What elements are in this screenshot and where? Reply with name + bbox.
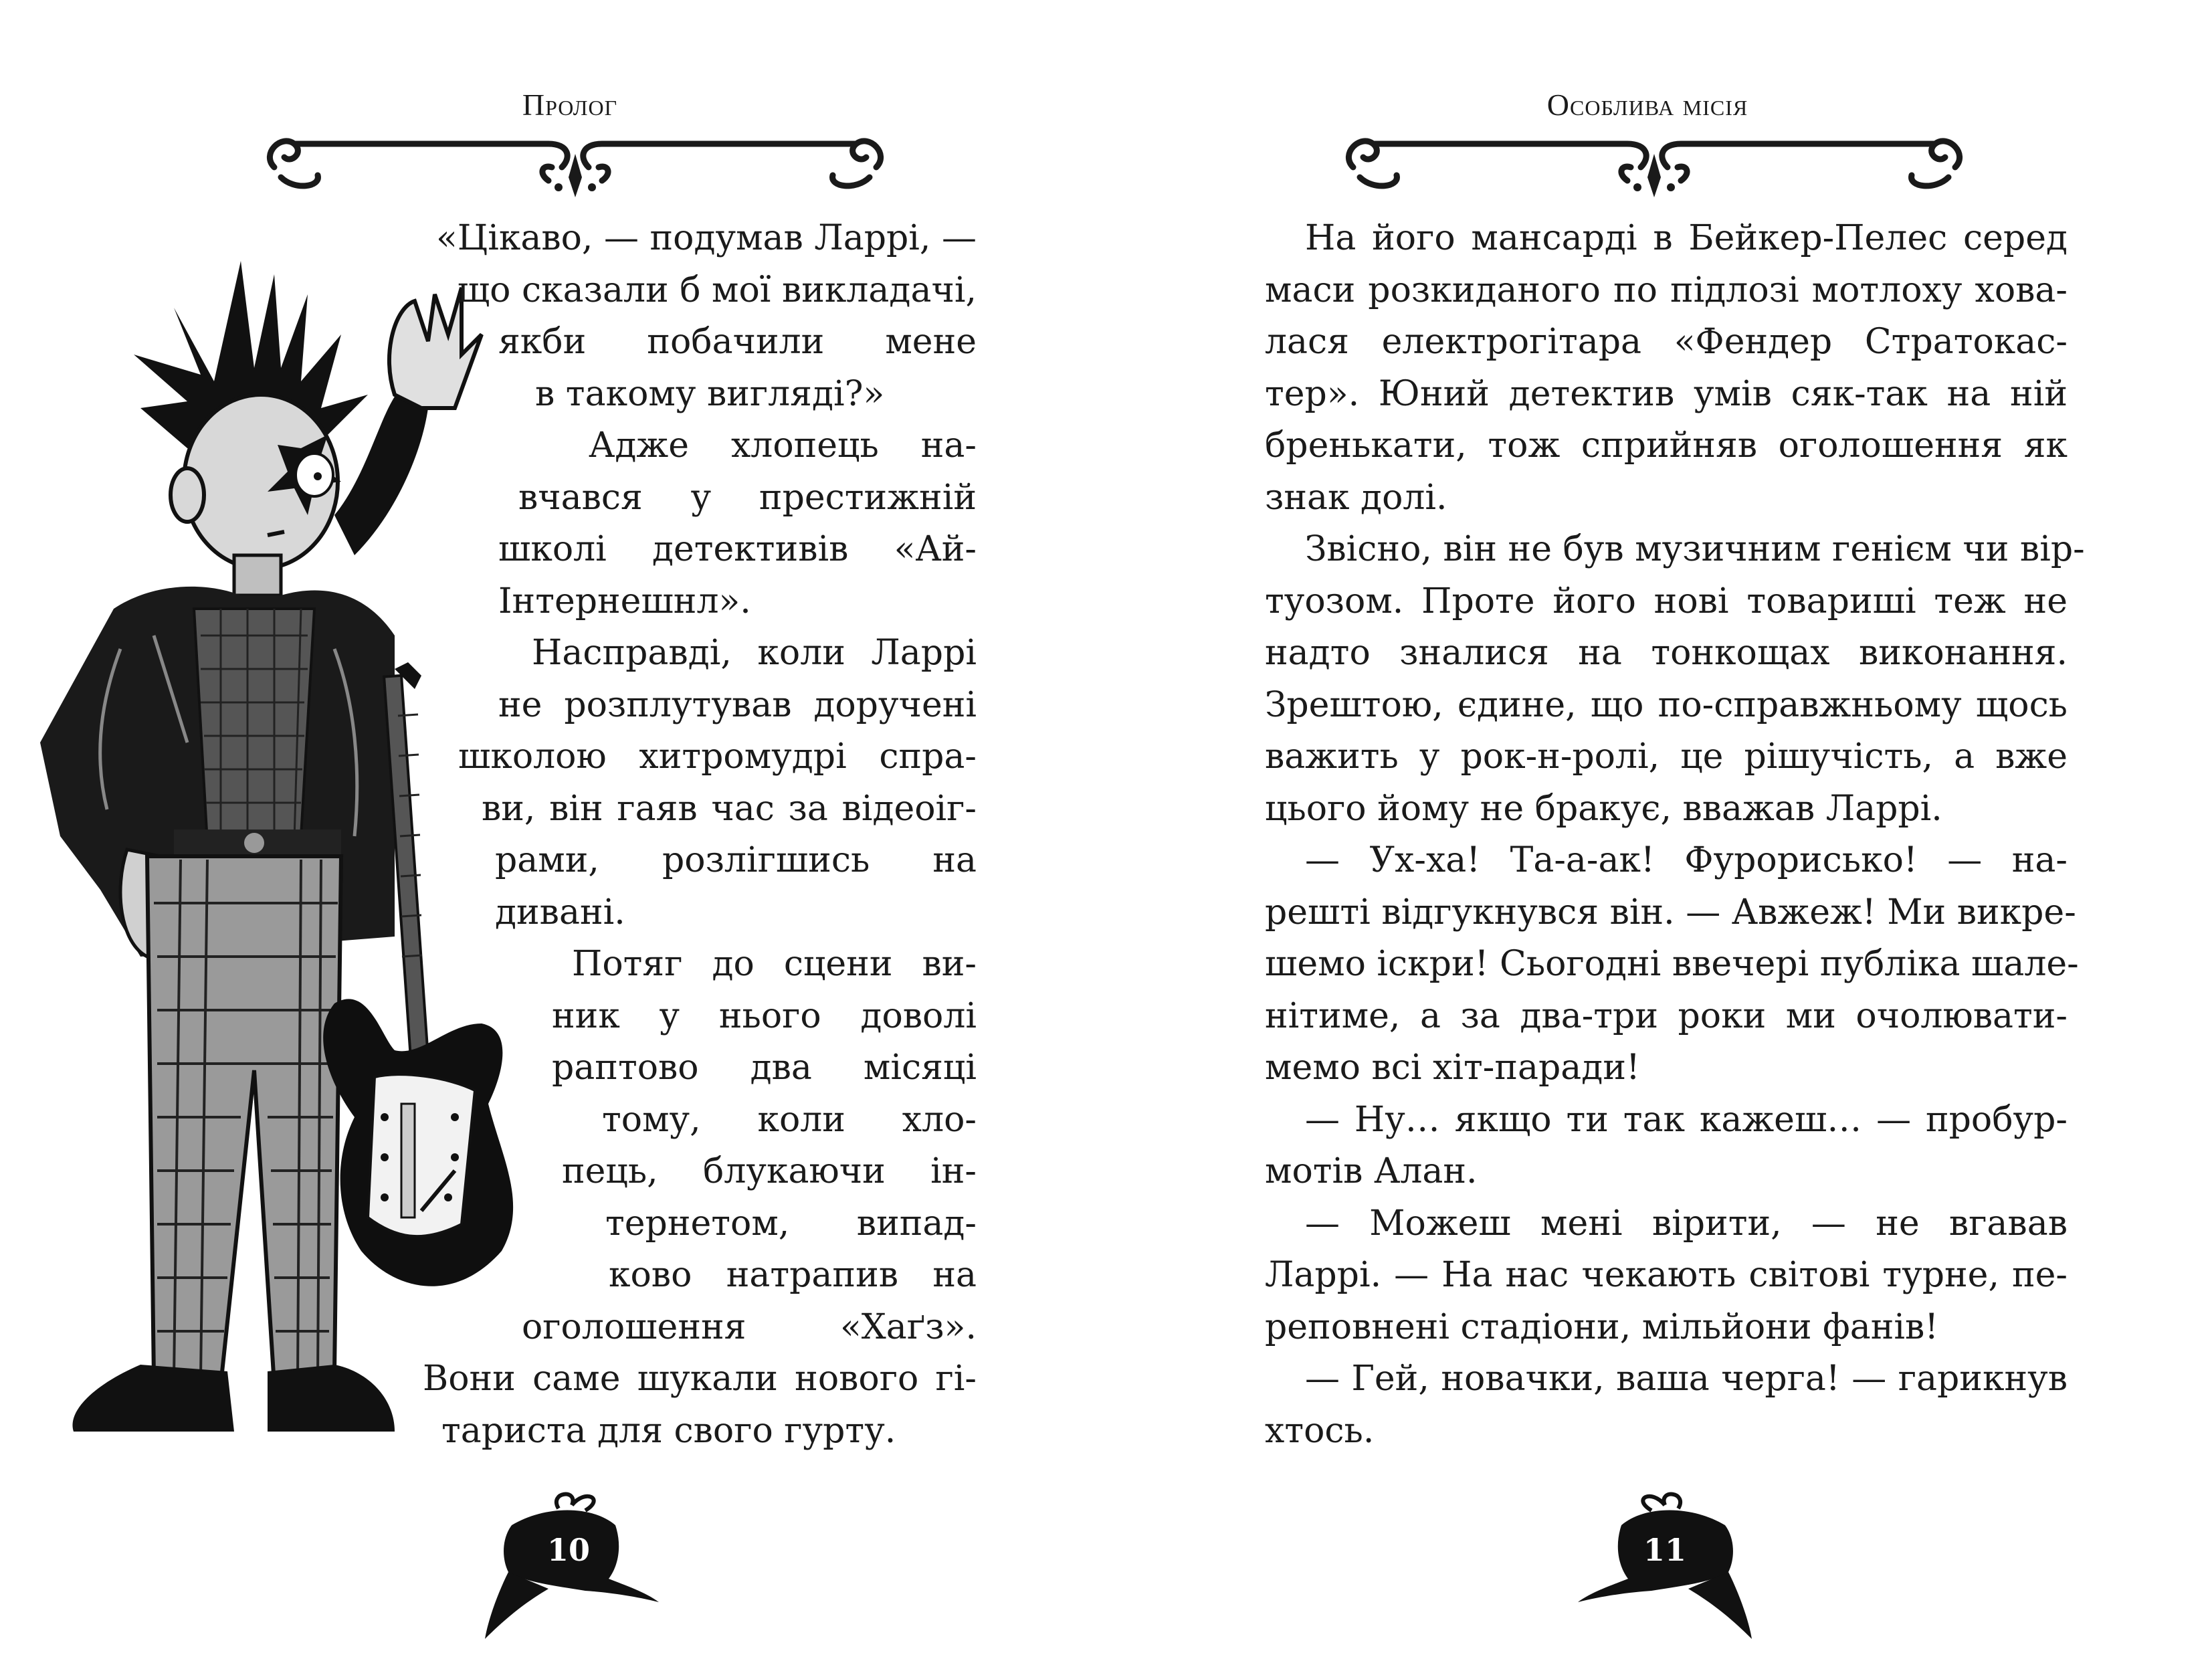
text-line: тому, коли хло- <box>602 1099 977 1140</box>
text-line: оголошення «Хаґз». <box>522 1306 977 1347</box>
text-line: що сказали б мої викладачі, <box>457 270 977 310</box>
page-number-right: 11 <box>1643 1532 1686 1568</box>
text-line: мемо всі хіт-паради! <box>1265 1048 1640 1088</box>
text-line: ково натрапив на <box>609 1255 977 1295</box>
text-line: Ларрі. — На нас чекають світові турне, пе- <box>1265 1255 2068 1295</box>
text-line: тернетом, випад- <box>605 1203 977 1244</box>
text-line: «Цікаво, — подумав Ларрі, — <box>436 218 977 258</box>
text-line: якби побачили мене <box>498 322 977 362</box>
text-line: раптово два місяці <box>552 1048 977 1088</box>
text-line: школою хитромудрі спра- <box>458 737 977 777</box>
text-line: ник у нього доволі <box>552 995 977 1036</box>
text-line: ви, він гаяв час за відеоіг- <box>482 788 977 829</box>
text-line: тер». Юний детектив умів сяк-так на ній <box>1265 373 2068 414</box>
text-line: шемо іскри! Сьогодні ввечері публіка шале- <box>1265 944 2079 984</box>
text-line: мотів Алан. <box>1265 1151 1478 1191</box>
header-ornament-right <box>1333 127 1975 201</box>
text-line: дивані. <box>495 892 625 933</box>
text-line: пець, блукаючи ін- <box>562 1151 977 1191</box>
text-line: Потяг до сцени ви- <box>572 944 977 984</box>
text-line: школі детективів «Ай- <box>498 529 977 569</box>
text-line: — Ух-ха! Та-а-ак! Фурорисько! — на- <box>1305 840 2068 880</box>
page-number-badge-left <box>485 1485 672 1646</box>
text-line: решті відгукнувся він. — Авжеж! Ми викре- <box>1265 892 2076 933</box>
text-line: не розплутував доручені <box>498 684 977 725</box>
page-number-left: 10 <box>546 1532 590 1568</box>
text-line: Адже хлопець на- <box>589 425 977 466</box>
text-line: нітиме, а за два-три роки ми очолювати- <box>1265 995 2068 1036</box>
header-ornament-left <box>254 127 896 201</box>
text-line: — Можеш мені вірити, — не вгавав <box>1305 1203 2068 1244</box>
text-line: — Гей, новачки, ваша черга! — гарикнув <box>1305 1359 2068 1399</box>
text-line: важить у рок-н-ролі, це рішучість, а вже <box>1265 737 2068 777</box>
text-line: лася електрогітара «Фендер Стратокас- <box>1265 322 2068 362</box>
text-line: бренькати, тож сприйняв оголошення як <box>1265 425 2068 466</box>
running-head-left: Пролог <box>522 88 618 122</box>
text-line: Вони саме шукали нового гі- <box>423 1359 977 1399</box>
running-head-right: Особлива місія <box>1546 88 1748 122</box>
text-line: рами, розлігшись на <box>495 840 977 880</box>
text-line: хтось. <box>1265 1410 1375 1451</box>
page-number-badge-right <box>1565 1485 1752 1646</box>
text-line: цього йому не бракує, вважав Ларрі. <box>1265 788 1942 829</box>
text-line: Інтернешнл». <box>498 581 751 621</box>
text-line: Зрештою, єдине, що по-справжньому щось <box>1265 684 2068 725</box>
text-line: вчався у престижній <box>518 477 977 518</box>
right-page <box>1106 0 2212 1659</box>
text-line: — Ну… якщо ти так кажеш… — пробур- <box>1305 1099 2068 1140</box>
text-line: надто зналися на тонкощах виконання. <box>1265 633 2068 673</box>
text-line: Насправді, коли Ларрі <box>532 633 977 673</box>
text-line: Звісно, він не був музичним генієм чи вір- <box>1305 529 2085 569</box>
text-line: туозом. Проте його нові товариші теж не <box>1265 581 2068 621</box>
right-body-text <box>1265 213 2085 1457</box>
text-line: На його мансарді в Бейкер-Пелес серед <box>1305 218 2068 258</box>
text-line: реповнені стадіони, мільйони фанів! <box>1265 1306 1939 1347</box>
text-line: в такому вигляді?» <box>535 373 885 414</box>
text-line: тариста для свого гурту. <box>441 1410 896 1451</box>
text-line: маси розкиданого по підлозі мотлоху хова- <box>1265 270 2068 310</box>
left-body-text <box>0 213 977 1457</box>
text-line: знак долі. <box>1265 477 1447 518</box>
